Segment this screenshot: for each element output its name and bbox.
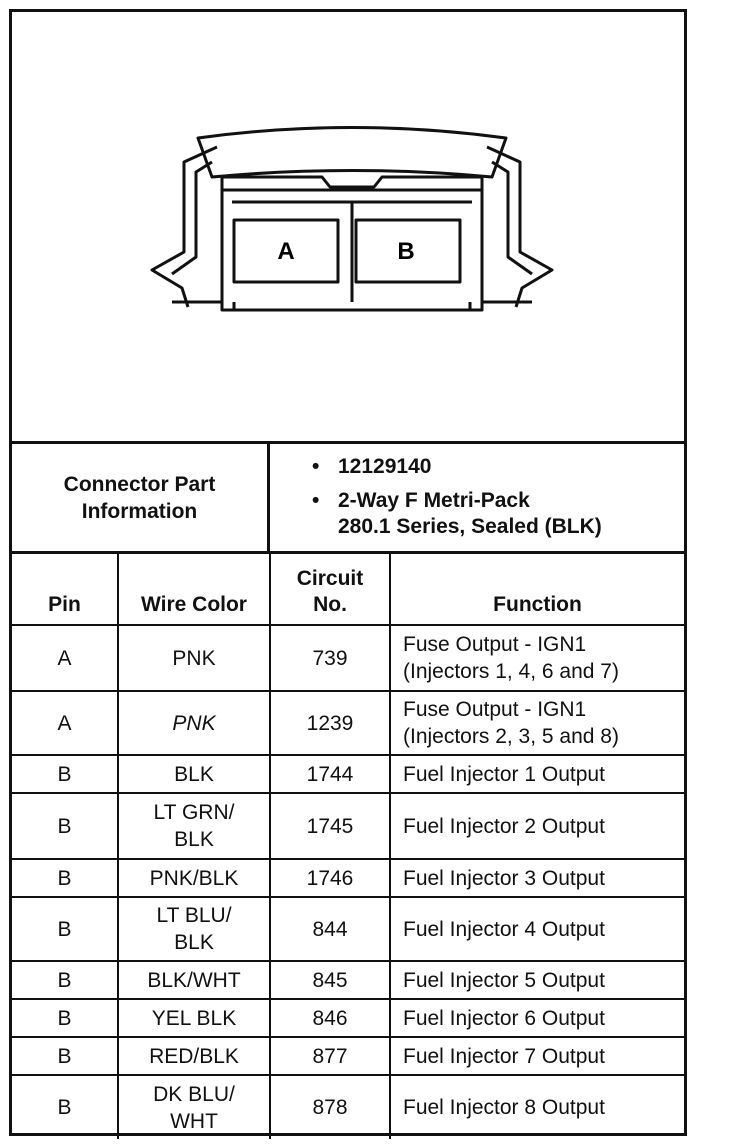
cell-text: 845 bbox=[312, 968, 348, 992]
circuit-cell bbox=[270, 859, 390, 897]
wire-color-cell bbox=[118, 755, 270, 793]
cell-text: A bbox=[57, 646, 72, 670]
function-cell bbox=[390, 755, 684, 793]
pin-cell bbox=[12, 625, 118, 691]
cell-text: B bbox=[57, 917, 72, 941]
wire-color-cell bbox=[118, 859, 270, 897]
connector-document bbox=[9, 9, 687, 1136]
cell-text: 846 bbox=[312, 1006, 348, 1030]
part-info-label-line1: Connector Part bbox=[63, 472, 216, 496]
wire-color-cell bbox=[118, 999, 270, 1037]
pin-cell bbox=[12, 1075, 118, 1139]
part-number-item bbox=[270, 454, 680, 480]
cell-text: 739 bbox=[312, 646, 348, 670]
cell-text: WHT bbox=[170, 1109, 218, 1133]
function-cell bbox=[390, 1037, 684, 1075]
bullet-icon: • bbox=[312, 489, 320, 512]
table-row bbox=[12, 1075, 684, 1139]
cell-text: LT BLU/ bbox=[156, 904, 232, 927]
wire-color-cell bbox=[118, 897, 270, 961]
table-row bbox=[12, 625, 684, 691]
function-cell bbox=[390, 691, 684, 755]
table-row bbox=[12, 793, 684, 859]
circuit-cell bbox=[270, 755, 390, 793]
part-info-details bbox=[270, 454, 680, 548]
wire-color-cell bbox=[118, 793, 270, 859]
header-function: Function bbox=[390, 554, 684, 625]
cell-text: 1746 bbox=[306, 866, 354, 890]
wire-color-cell bbox=[118, 961, 270, 999]
cavity-a-label: A bbox=[277, 238, 295, 265]
cell-text: Fuel Injector 5 Output bbox=[403, 968, 605, 992]
connector-drawing bbox=[12, 12, 684, 442]
pin-cell bbox=[12, 1037, 118, 1075]
table-row bbox=[12, 755, 684, 793]
part-description-line2: 280.1 Series, Sealed (BLK) bbox=[338, 515, 602, 538]
wire-color-cell bbox=[118, 1037, 270, 1075]
pin-cell bbox=[12, 897, 118, 961]
cell-text: (Injectors 2, 3, 5 and 8) bbox=[403, 725, 619, 748]
header-pin: Pin bbox=[12, 554, 118, 625]
cell-text: B bbox=[57, 1006, 72, 1030]
table-row bbox=[12, 961, 684, 999]
bullet-icon: • bbox=[312, 455, 320, 478]
cell-text: B bbox=[57, 968, 72, 992]
cell-text: A bbox=[57, 711, 72, 735]
cell-text: Fuse Output - IGN1 bbox=[403, 698, 587, 721]
pinout-table bbox=[12, 554, 684, 1139]
table-row bbox=[12, 897, 684, 961]
circuit-cell bbox=[270, 691, 390, 755]
header-wire-color: Wire Color bbox=[118, 554, 270, 625]
cell-text: 1745 bbox=[306, 814, 354, 838]
header-circuit-line2: No. bbox=[313, 593, 347, 616]
cell-text: LT GRN/ bbox=[153, 801, 235, 824]
cell-text: PNK/BLK bbox=[149, 866, 239, 890]
cell-text: B bbox=[57, 762, 72, 786]
cell-text: YEL BLK bbox=[151, 1006, 237, 1030]
table-header-row bbox=[12, 554, 684, 625]
table-row bbox=[12, 859, 684, 897]
wire-color-cell bbox=[118, 625, 270, 691]
function-cell bbox=[390, 1075, 684, 1139]
cell-text: (Injectors 1, 4, 6 and 7) bbox=[403, 660, 619, 683]
function-cell bbox=[390, 793, 684, 859]
part-info-label-line2: Information bbox=[81, 499, 198, 523]
pin-cell bbox=[12, 793, 118, 859]
table-row bbox=[12, 691, 684, 755]
cell-text: B bbox=[57, 814, 72, 838]
cell-text: 878 bbox=[312, 1096, 348, 1119]
table-row bbox=[12, 1037, 684, 1075]
circuit-cell bbox=[270, 961, 390, 999]
pin-cell bbox=[12, 999, 118, 1037]
pin-cell bbox=[12, 961, 118, 999]
cell-text: Fuse Output - IGN1 bbox=[403, 633, 587, 656]
cell-text: DK BLU/ bbox=[153, 1082, 235, 1106]
cell-text: 844 bbox=[312, 917, 348, 941]
cell-text: Fuel Injector 1 Output bbox=[403, 762, 605, 786]
wire-color-cell bbox=[118, 691, 270, 755]
cell-text: PNK bbox=[172, 711, 216, 735]
cell-text: BLK bbox=[174, 762, 214, 786]
circuit-cell bbox=[270, 999, 390, 1037]
circuit-cell bbox=[270, 1037, 390, 1075]
cell-text: B bbox=[57, 1044, 72, 1068]
cell-text: B bbox=[57, 1096, 72, 1119]
header-circuit bbox=[270, 554, 390, 625]
cell-text: Fuel Injector 7 Output bbox=[403, 1044, 605, 1068]
cell-text: Fuel Injector 4 Output bbox=[403, 917, 605, 941]
cell-text: 1239 bbox=[306, 711, 354, 735]
circuit-cell bbox=[270, 1075, 390, 1139]
cell-text: Fuel Injector 8 Output bbox=[403, 1096, 605, 1119]
part-info-section bbox=[12, 444, 684, 554]
cell-text: Fuel Injector 6 Output bbox=[403, 1006, 605, 1030]
part-number: 12129140 bbox=[338, 455, 432, 478]
pin-cell bbox=[12, 859, 118, 897]
cell-text: Fuel Injector 2 Output bbox=[403, 814, 605, 838]
wire-color-cell bbox=[118, 1075, 270, 1139]
pin-cell bbox=[12, 755, 118, 793]
cell-text: B bbox=[57, 866, 72, 890]
part-description-line1: 2-Way F Metri-Pack bbox=[338, 489, 530, 512]
function-cell bbox=[390, 961, 684, 999]
function-cell bbox=[390, 897, 684, 961]
cell-text: BLK bbox=[174, 931, 214, 954]
cell-text: PNK bbox=[172, 646, 216, 670]
cell-text: 877 bbox=[312, 1044, 348, 1068]
circuit-cell bbox=[270, 793, 390, 859]
function-cell bbox=[390, 999, 684, 1037]
function-cell bbox=[390, 859, 684, 897]
circuit-cell bbox=[270, 625, 390, 691]
header-circuit-line1: Circuit bbox=[296, 567, 364, 590]
cell-text: RED/BLK bbox=[149, 1044, 239, 1068]
part-info-label bbox=[12, 444, 270, 551]
function-cell bbox=[390, 625, 684, 691]
connector-diagram bbox=[12, 12, 684, 444]
table-row bbox=[12, 999, 684, 1037]
circuit-cell bbox=[270, 897, 390, 961]
cell-text: BLK bbox=[174, 828, 214, 851]
cell-text: 1744 bbox=[306, 762, 354, 786]
pin-cell bbox=[12, 691, 118, 755]
cell-text: BLK/WHT bbox=[147, 968, 241, 992]
cell-text: Fuel Injector 3 Output bbox=[403, 866, 605, 890]
cavity-b-label: B bbox=[397, 238, 415, 265]
part-description-item bbox=[270, 488, 680, 540]
